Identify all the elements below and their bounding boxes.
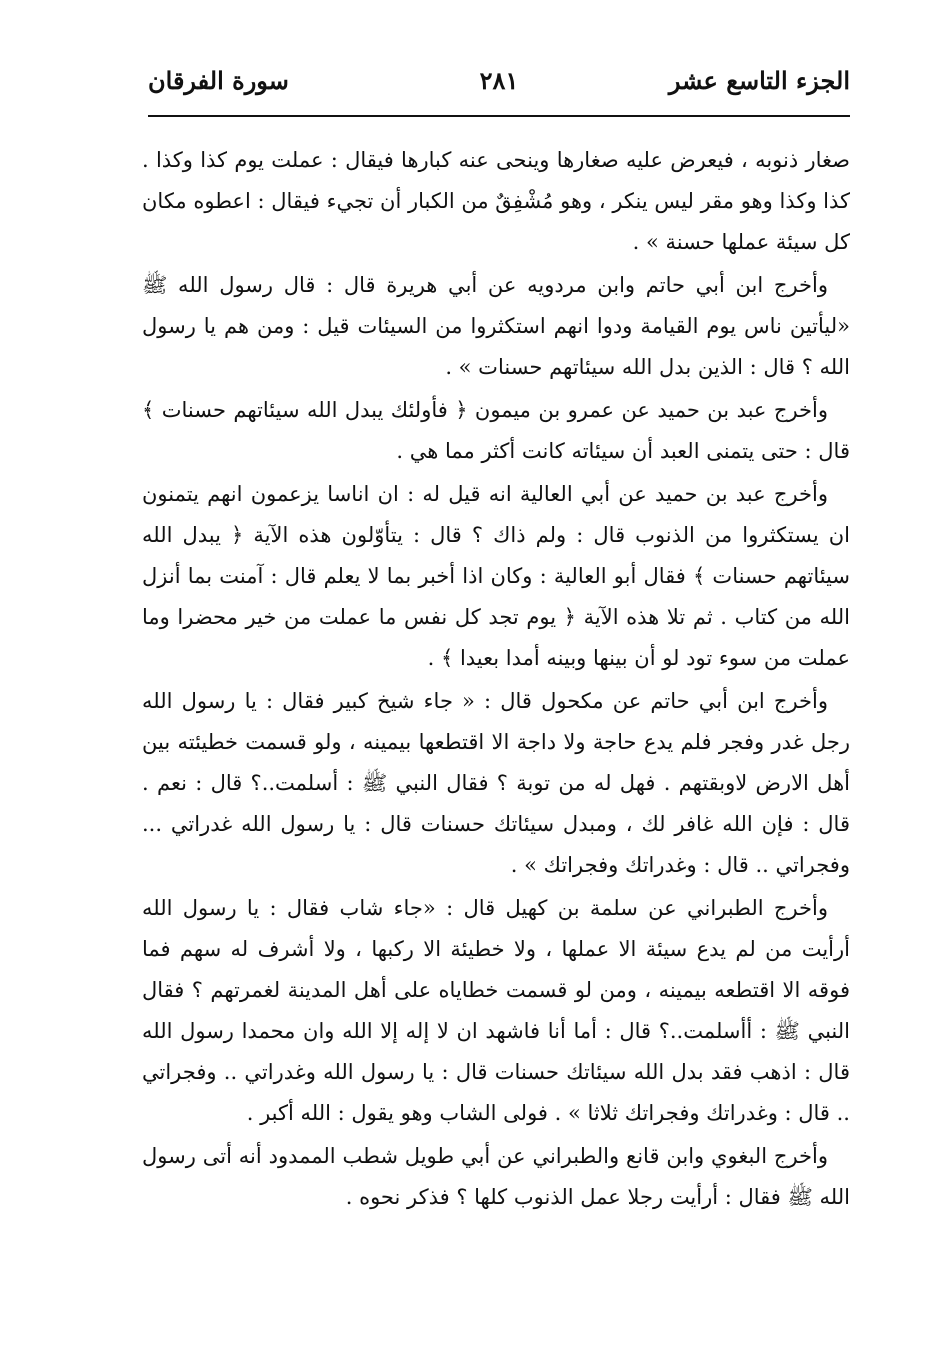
page-number: ٢٨١ [479,66,519,95]
paragraph: وأخرج البغوي وابن قانع والطبراني عن أبي طويل شطب الممدود أنه أتى رسول الله ﷺ فقال : أرأيت رجلا عمل الذنوب كلها ؟ فذكر نحوه . [142,1144,850,1209]
paragraph: وأخرج ابن أبي حاتم عن مكحول قال : « جاء شيخ كبير فقال : يا رسول الله رجل غدر وفجر فلم يدع حاجة ولا داجة الا اقتطعها بيمينه ، ولو قسمت خطيئته بين أهل الارض لاوبقتهم . فهل له من توبة ؟ فقال النبي ﷺ : أسلمت..؟ قال : نعم . قال : فإن الله غافر لك ، ومبدل سيئاتك حسنات قال : يا رسول الله غدراتي ... وفجراتي .. قال : وغدراتك وفجراتك » . [142,689,850,877]
surah-title: سورة الفرقان [148,66,289,95]
paragraph: وأخرج عبد بن حميد عن أبي العالية انه قيل له : ان اناسا يزعمون انهم يتمنون ان يستكثروا من الذنوب قال : ولم ذاك ؟ قال : يتأوّلون هذه الآية ﴿ يبدل الله سيئاتهم حسنات ﴾ فقال أبو العالية : وكان اذا أخبر بما لا يعلم قال : آمنت بما أنزل الله من كتاب . ثم تلا هذه الآية ﴿ يوم تجد كل نفس ما عملت من خير محضرا وما عملت من سوء تود لو أن بينها وبينه أمدا بعيدا ﴾ . [142,482,850,670]
header-rule [148,115,850,117]
paragraph: صغار ذنوبه ، فيعرض عليه صغارها وينحى عنه كبارها فيقال : عملت يوم كذا وكذا . كذا وكذا وهو مقر ليس ينكر ، وهو مُشْفِقٌ من الكبار أن تجيء فيقال : اعطوه مكان كل سيئة عملها حسنة » . [142,148,850,254]
running-header [148,66,850,110]
paragraph: وأخرج عبد بن حميد عن عمرو بن ميمون ﴿ فأولئك يبدل الله سيئاتهم حسنات ﴾ قال : حتى يتمنى العبد أن سيئاته كانت أكثر مما هي . [142,398,850,463]
paragraph: وأخرج ابن أبي حاتم وابن مردويه عن أبي هريرة قال : قال رسول الله ﷺ «ليأتين ناس يوم القيامة ودوا انهم استكثروا من السيئات قيل : ومن هم يا رسول الله ؟ قال : الذين بدل الله سيئاتهم حسنات » . [142,273,850,379]
part-title: الجزء التاسع عشر [668,66,850,95]
paragraph: وأخرج الطبراني عن سلمة بن كهيل قال : «جاء شاب فقال : يا رسول الله أرأيت من لم يدع سيئة الا عملها ، ولا خطيئة الا ركبها ، ولا أشرف له سهم فما فوقه الا اقتطعه بيمينه ، ومن لو قسمت خطاياه على أهل المدينة لغمرتهم ؟ فقال النبي ﷺ : أأسلمت..؟ قال : أما أنا فاشهد ان لا إله إلا الله وان محمدا رسول الله قال : اذهب فقد بدل الله سيئاتك حسنات قال : يا رسول الله وغدراتي .. وفجراتي .. قال : وغدراتك وفجراتك ثلاثا » . فولى الشاب وهو يقول : الله أكبر . [142,896,850,1125]
page-body [142,140,850,1220]
